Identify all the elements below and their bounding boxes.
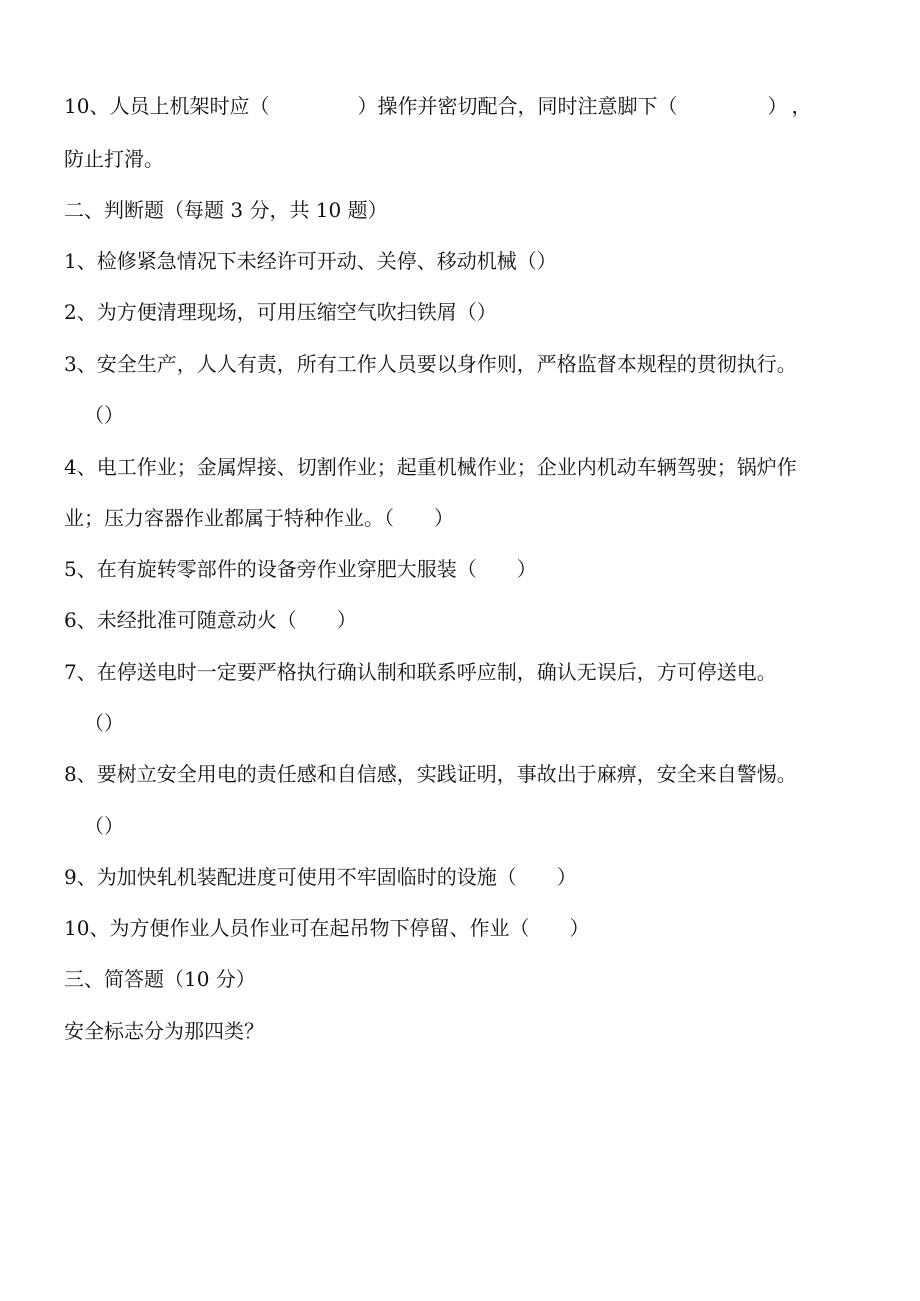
q10-text-part3: ）， bbox=[767, 94, 826, 118]
judgment-question-10: 10、为方便作业人员作业可在起吊物下停留、作业（ ） bbox=[64, 916, 590, 940]
judgment-question-5: 5、在有旋转零部件的设备旁作业穿肥大服装（ ） bbox=[64, 557, 537, 581]
fill-blank-question-10 bbox=[64, 92, 825, 120]
judgment-question-7-answer[interactable]: （） bbox=[84, 711, 124, 735]
judgment-question-2: 2、为方便清理现场，可用压缩空气吹扫铁屑（） bbox=[64, 300, 497, 324]
judgment-question-4: 4、电工作业；金属焊接、切割作业；起重机械作业；企业内机动车辆驾驶；锅炉作 bbox=[64, 455, 797, 479]
judgment-question-1: 1、检修紧急情况下未经许可开动、关停、移动机械（） bbox=[64, 249, 557, 273]
judgment-question-3: 3、安全生产，人人有责，所有工作人员要以身作则，严格监督本规程的贯彻执行。 bbox=[64, 352, 797, 376]
judgment-question-4-continuation: 业；压力容器作业都属于特种作业。（ ） bbox=[64, 506, 454, 530]
judgment-question-6: 6、未经批准可随意动火（ ） bbox=[64, 608, 357, 632]
section-3-title: 三、简答题（10 分） bbox=[64, 967, 256, 991]
judgment-question-9: 9、为加快轧机装配进度可使用不牢固临时的设施（ ） bbox=[64, 865, 577, 889]
judgment-question-8-answer[interactable]: （） bbox=[84, 814, 124, 838]
judgment-question-3-answer[interactable]: （） bbox=[84, 403, 124, 427]
section-2-title: 二、判断题（每题 3 分，共 10 题） bbox=[64, 198, 388, 222]
q10-continuation: 防止打滑。 bbox=[64, 147, 164, 171]
short-answer-question: 安全标志分为那四类？ bbox=[64, 1019, 264, 1043]
q10-text-part1: 10、人员上机架时应（ bbox=[64, 94, 270, 118]
judgment-question-7: 7、在停送电时一定要严格执行确认制和联系呼应制，确认无误后，方可停送电。 bbox=[64, 660, 777, 684]
q10-text-part2: ）操作并密切配合，同时注意脚下（ bbox=[357, 94, 678, 118]
judgment-question-8: 8、要树立安全用电的责任感和自信感，实践证明，事故出于麻痹，安全来自警惕。 bbox=[64, 762, 797, 786]
